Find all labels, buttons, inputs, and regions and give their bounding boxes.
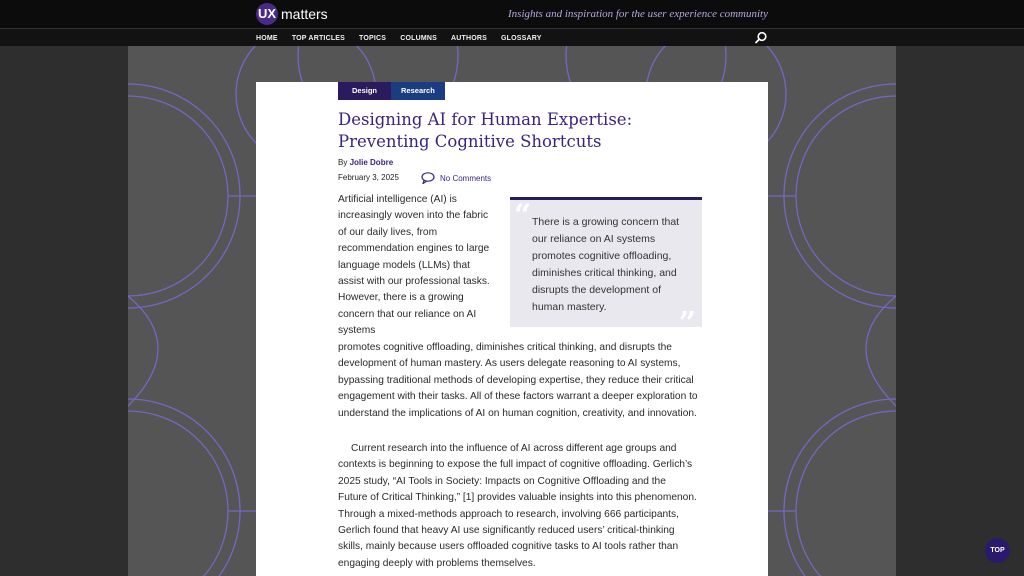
pull-quote-text: There is a growing concern that our reliance on AI systems promotes cognitive offloading, diminishes critical thinking, and disrupts the development of human mastery. — [532, 216, 680, 313]
intro-paragraph-continued: promotes cognitive offloading, diminishes critical thinking, and disrupts the development of human mastery. As users delegate reasoning to AI systems, bypassing traditional methods of developing expertise, they reduce their critical engagement with their tasks. All of these factors warrant a deeper exploration to understand the implications of AI on human cognition, creativity, and innovation. — [338, 342, 698, 419]
intro-paragraph-start: Artificial intelligence (AI) is increasingly woven into the fabric of our daily lives, from recommendation engines to large language models (LLMs) that assist with our professional tasks. However, there is a growing concern that our reliance on AI systems — [338, 194, 490, 337]
speech-bubble-icon — [421, 172, 435, 184]
body-paragraph — [338, 441, 698, 572]
site-logo[interactable] — [256, 3, 328, 25]
nav-top-articles[interactable]: TOP ARTICLES — [291, 34, 346, 42]
back-to-top-button[interactable]: TOP — [985, 538, 1010, 563]
open-quote-icon: “ — [514, 198, 532, 233]
nav-authors[interactable]: AUTHORS — [450, 34, 487, 42]
logo-badge: UX — [256, 3, 278, 25]
logo-text: matters — [281, 6, 328, 22]
comments-link[interactable] — [421, 172, 491, 184]
comments-label: No Comments — [440, 173, 492, 183]
main-nav — [0, 28, 1024, 46]
body-paragraph-text: Current research into the influence of AI across different age groups and contexts is beginning to expose the full impact of cognitive offloading. Gerlich’s 2025 study, “AI Tools in Society: Impacts on Cognitive Offloading and the Future of Critical Thinking,” [1] provides valuable insights into this phenomenon. Through a mixed-methods approach to research, involving 666 participants, Gerlich found that heavy AI use significantly reduced users’ critical-thinking skills, mainly because users offloaded cognitive tasks to AI tools rather than engaging deeply with problems themselves. — [338, 443, 697, 569]
publish-date: February 3, 2025 — [338, 173, 399, 182]
nav-home[interactable]: HOME — [256, 34, 278, 42]
byline-prefix: By — [338, 158, 348, 167]
nav-topics[interactable]: TOPICS — [359, 34, 387, 42]
close-quote-icon: ” — [678, 306, 696, 341]
tag-design[interactable]: Design — [338, 82, 391, 100]
search-icon[interactable] — [754, 31, 768, 45]
category-tags — [338, 82, 445, 100]
pull-quote — [510, 197, 702, 341]
article-title: Designing AI for Human Expertise: Preventing Cognitive Shortcuts — [338, 110, 633, 151]
article-card — [256, 82, 768, 576]
top-header — [0, 0, 1024, 28]
site-tagline: Insights and inspiration for the user experience community — [508, 8, 768, 20]
tag-research[interactable]: Research — [391, 82, 445, 100]
byline — [338, 158, 393, 167]
nav-glossary[interactable]: GLOSSARY — [501, 34, 542, 42]
nav-columns[interactable]: COLUMNS — [400, 34, 437, 42]
author-link[interactable]: Jolie Dobre — [349, 158, 394, 167]
